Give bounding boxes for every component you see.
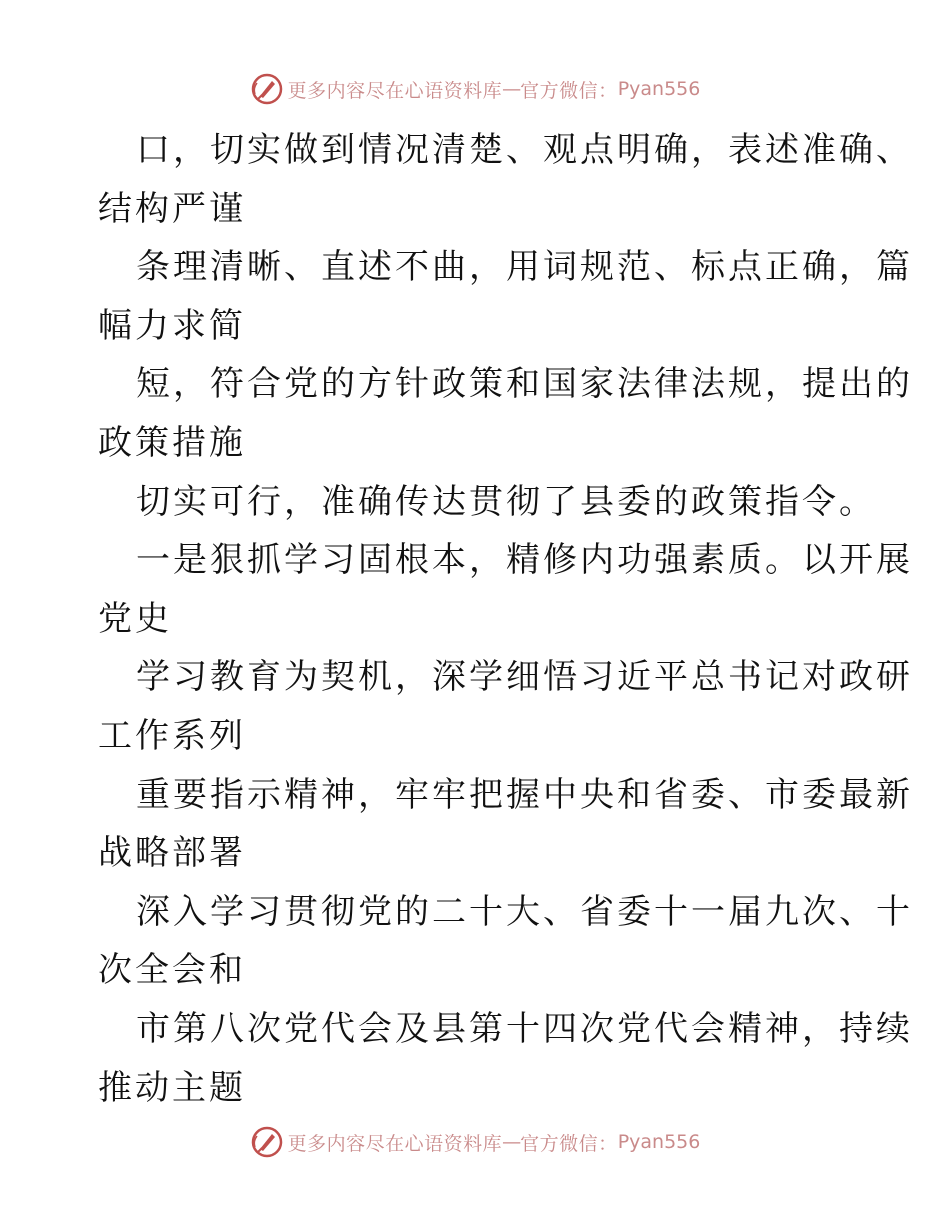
document-body [98,121,913,1117]
text-line: 深入学习贯彻党的二十大、省委十一届九次、十 [136,891,913,932]
text-line: 一是狠抓学习固根本，精修内功强素质。以开展 [136,540,913,581]
header-watermark [0,72,950,106]
watermark-separator: — [502,1131,521,1153]
watermark-wechat-id: Pyan556 [617,78,701,100]
text-line: 幅力求简 [98,305,246,346]
footer-watermark [0,1125,950,1159]
text-line: 推动主题 [98,1067,246,1108]
quill-pen-logo-icon [250,72,284,106]
quill-pen-logo-icon [250,1125,284,1159]
text-line: 口，切实做到情况清楚、观点明确，表述准确、 [136,130,913,170]
text-line: 党史 [98,598,172,639]
text-line: 工作系列 [98,715,246,756]
watermark-wechat-id: Pyan556 [617,1131,701,1153]
text-line: 短，符合党的方针政策和国家法律法规，提出的 [136,364,913,405]
watermark-brand-text: 更多内容尽在心语资料库 [287,1132,503,1155]
text-line: 学习教育为契机，深学细悟习近平总书记对政研 [136,657,913,698]
text-line: 重要指示精神，牢牢把握中央和省委、市委最新 [136,774,913,815]
text-line: 结构严谨 [98,188,246,229]
text-line: 政策措施 [98,422,246,463]
watermark-wechat-label: 官方微信： [520,1132,618,1155]
text-line: 条理清晰、直述不曲，用词规范、标点正确，篇 [136,247,913,288]
text-line: 次全会和 [98,950,246,991]
watermark-brand-text: 更多内容尽在心语资料库 [287,79,503,102]
watermark-separator: — [502,78,521,100]
text-line: 战略部署 [98,833,246,874]
watermark-wechat-label: 官方微信： [520,79,618,102]
text-line: 切实可行，准确传达贯彻了县委的政策指令。 [136,481,876,522]
text-line: 市第八次党代会及县第十四次党代会精神，持续 [136,1008,913,1049]
